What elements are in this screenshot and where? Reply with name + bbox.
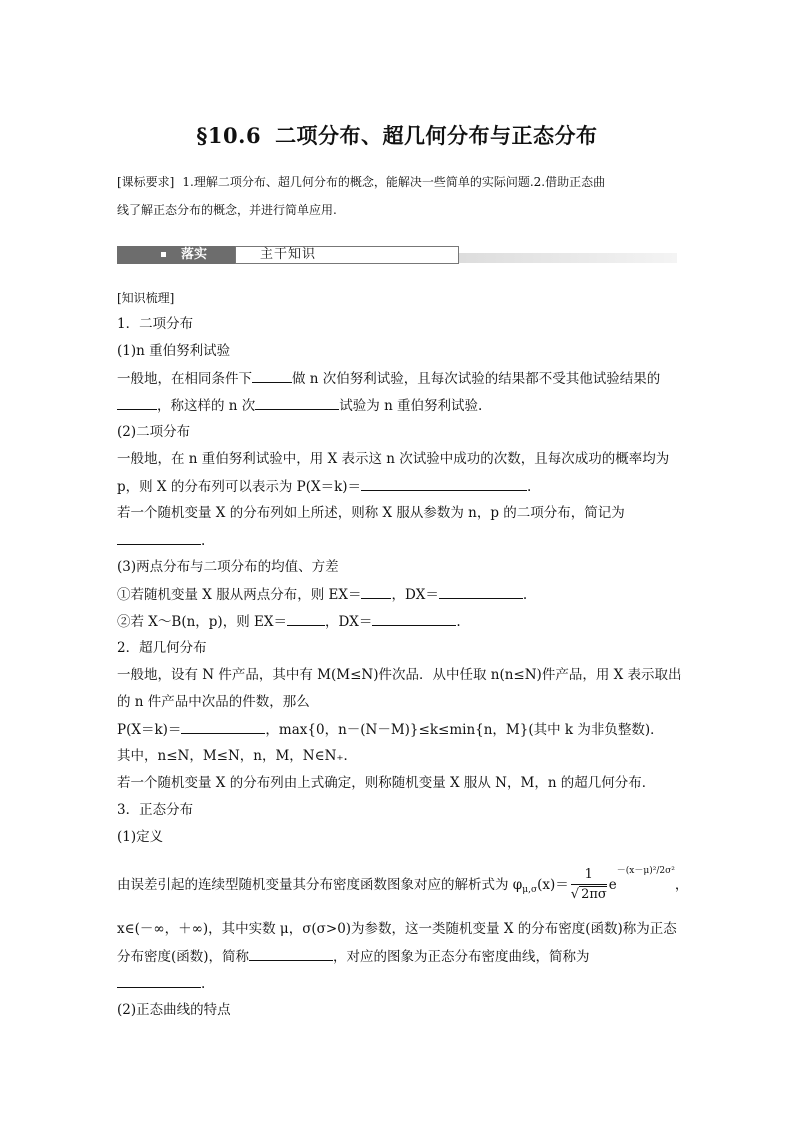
normal-line-2: x∈(－∞，＋∞)，其中实数 μ，σ(σ>0)为参数，这一类随机变量 X 的分布密度(函数)称为正态 <box>117 921 677 937</box>
heading-binomial-dist: (2)二项分布 <box>117 424 191 440</box>
density-fraction: $\frac{1}{√ 2\pi\sigma}$ <box>570 867 607 902</box>
binomial-line-1: 一般地，在 n 重伯努利试验中，用 X 表示这 n 次试验中成功的次数，且每次成功的概率均为 <box>117 451 670 467</box>
binomial-line-2: p，则 X 的分布列可以表示为 P(X＝k)＝ . <box>117 476 531 497</box>
square-bullet-icon <box>161 252 166 257</box>
heading-binomial: 1．二项分布 <box>117 316 194 332</box>
banner-light-tab: 主干知识 <box>235 246 459 264</box>
heading-bernoulli: (1)n 重伯努利试验 <box>117 343 231 359</box>
page-title <box>0 120 794 150</box>
binomial-mean-line: ②若 X～B(n，p)，则 EX＝ ，DX＝ . <box>117 611 461 632</box>
section-title: 二项分布、超几何分布与正态分布 <box>275 124 598 148</box>
requirements-line-2: 线了解正态分布的概念，并进行简单应用. <box>117 203 337 217</box>
exponent: －(x－μ)²/2σ² <box>616 866 675 876</box>
hypergeo-line-2: 的 n 件产品中次品的件数，那么 <box>117 694 310 710</box>
bernoulli-line-2: ，称这样的 n 次 试验为 n 重伯努利试验. <box>117 395 482 416</box>
heading-normal: 3．正态分布 <box>117 802 194 818</box>
answer-blank[interactable] <box>255 395 339 410</box>
normal-formula-line: 由误差引起的连续型随机变量其分布密度函数图象对应的解析式为 $\varphi_{\mu,\sigma}(x)=$ $\frac{1}{√ 2\pi\sigma}$ e－(x－μ)²/2σ²， <box>117 866 688 909</box>
normal-line-3: 分布密度(函数)，简称 ，对应的图象为正态分布密度曲线，简称为 <box>117 946 590 967</box>
answer-blank[interactable] <box>117 973 201 988</box>
hypergeo-line-1: 一般地，设有 N 件产品，其中有 M(M≤N)件次品．从中任取 n(n≤N)件产品，用 X 表示取出 <box>117 667 682 683</box>
hypergeo-line-3: P(X＝k)＝ ，max{0，n－(N－M)}≤k≤min{n，M}(其中 k 为非负整数)． <box>117 719 664 740</box>
requirements-label: [课标要求] <box>117 175 175 189</box>
hypergeo-line-5: 若一个随机变量 X 的分布列由上式确定，则称随机变量 X 服从 N，M，n 的超几何分布． <box>117 775 656 791</box>
answer-blank[interactable] <box>117 530 201 545</box>
answer-blank[interactable] <box>181 719 265 734</box>
answer-blank[interactable] <box>439 584 523 599</box>
banner-dark-tab: 落实 <box>117 246 235 264</box>
answer-blank[interactable] <box>117 395 157 410</box>
section-number: §10.6 <box>196 123 262 148</box>
heading-definition: (1)定义 <box>117 829 164 845</box>
binomial-line-3: 若一个随机变量 X 的分布列如上所述，则称 X 服从参数为 n，p 的二项分布，简记为 <box>117 505 625 521</box>
two-point-line: ①若随机变量 X 服从两点分布，则 EX＝ ，DX＝ . <box>117 584 527 605</box>
answer-blank[interactable] <box>287 611 325 626</box>
phi-subscript: μ,σ <box>522 885 538 895</box>
answer-blank[interactable] <box>372 611 456 626</box>
normal-line-4: . <box>117 973 205 994</box>
binomial-line-4: . <box>117 530 205 551</box>
answer-blank[interactable] <box>249 946 333 961</box>
bernoulli-line-1: 一般地，在相同条件下 做 n 次伯努利试验，且每次试验的结果都不受其他试验结果的 <box>117 368 660 389</box>
hypergeo-line-4: 其中，n≤N，M≤N，n，M，N∈N₊． <box>117 748 358 764</box>
answer-blank[interactable] <box>361 584 391 599</box>
heading-mean-variance: (3)两点分布与二项分布的均值、方差 <box>117 559 339 575</box>
answer-blank[interactable] <box>361 476 527 491</box>
heading-hypergeometric: 2．超几何分布 <box>117 640 207 656</box>
section-banner <box>117 245 677 267</box>
heading-curve-features: (2)正态曲线的特点 <box>117 1002 231 1018</box>
answer-blank[interactable] <box>252 368 292 383</box>
knowledge-header: [知识梳理] <box>117 291 175 305</box>
requirements-line-1: [课标要求] 1.理解二项分布、超几何分布的概念，能解决一些简单的实际问题.2.借助正态曲 <box>117 175 606 189</box>
